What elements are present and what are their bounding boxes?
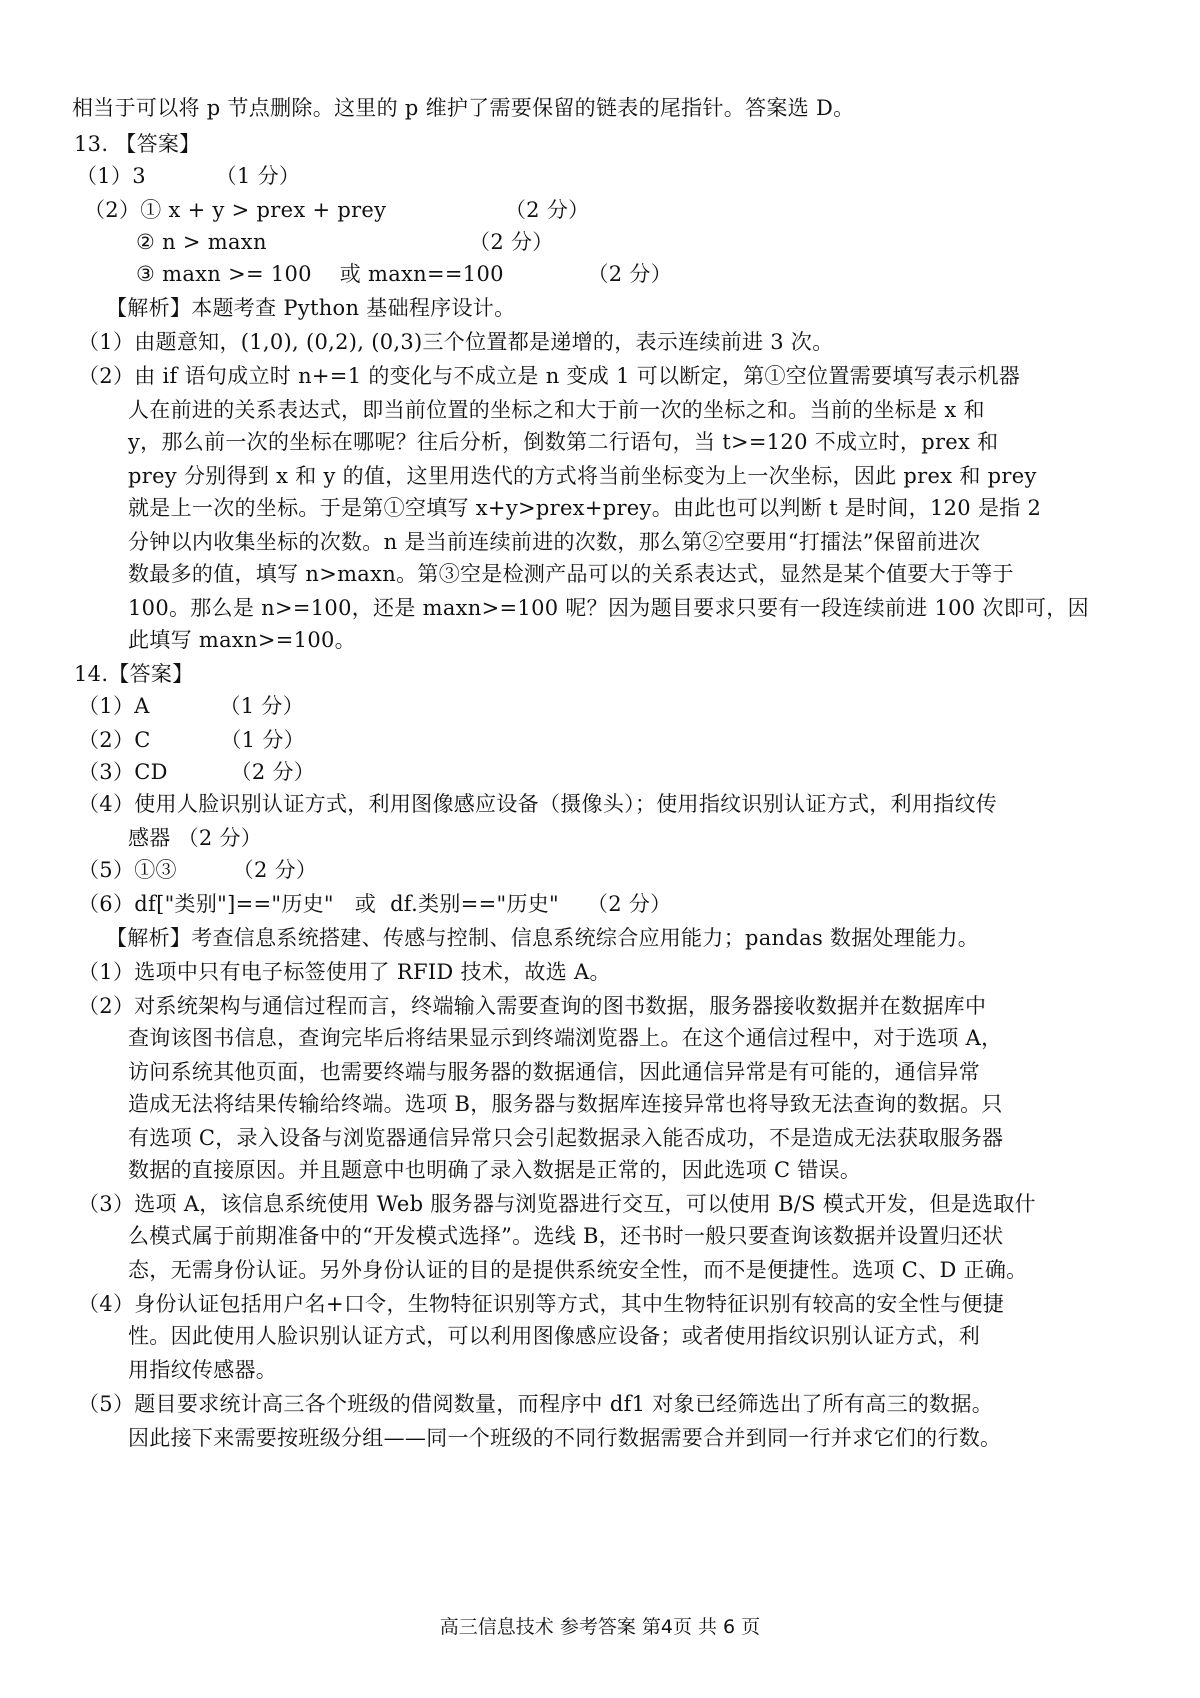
text-line: y，那么前一次的坐标在哪呢？往后分析，倒数第二行语句，当 t>=120 不成立时，prex 和 [128, 430, 999, 454]
text-line: 就是上一次的坐标。于是第①空填写 x+y>prex+prey。由此也可以判断 t 是时间，120 是指 2 [128, 496, 1042, 520]
answer-line: （5）①③ （2 分） [78, 858, 318, 882]
text-line: （2）由 if 语句成立时 n+=1 的变化与不成立是 n 变成 1 可以断定，第①空位置需要填写表示机器 [78, 364, 1021, 388]
text-line: 此填写 maxn>=100。 [128, 628, 356, 652]
answer-line: （1）A （1 分） [78, 694, 305, 718]
text-line: 因此接下来需要按班级分组——同一个班级的不同行数据需要合并到同一行并求它们的行数。 [128, 1426, 1002, 1450]
text-line: 相当于可以将 p 节点删除。这里的 p 维护了需要保留的链表的尾指针。答案选 D。 [72, 96, 855, 120]
text-line: 访问系统其他页面，也需要终端与服务器的数据通信，因此通信异常是有可能的，通信异常 [128, 1060, 980, 1084]
answer-line: 感器 （2 分） [128, 826, 263, 850]
text-line: 态，无需身份认证。另外身份认证的目的是提供系统安全性，而不是便捷性。选项 C、D 正确。 [128, 1258, 1028, 1282]
answer-line: （1）3 （1 分） [76, 164, 301, 188]
page-footer: 高三信息技术 参考答案 第4页 共 6 页 [439, 1616, 761, 1638]
analysis-heading: 【解析】考查信息系统搭建、传感与控制、信息系统综合应用能力；pandas 数据处理能力。 [106, 926, 980, 950]
text-line: （3）选项 A，该信息系统使用 Web 服务器与浏览器进行交互，可以使用 B/S 模式开发，但是选取什 [78, 1192, 1036, 1216]
text-line: （2）对系统架构与通信过程而言，终端输入需要查询的图书数据，服务器接收数据并在数据库中 [78, 994, 987, 1018]
text-line: 100。那么是 n>=100，还是 maxn>=100 呢？因为题目要求只要有一段连续前进 100 次即可，因 [128, 596, 1089, 620]
text-line: 么模式属于前期准备中的“开发模式选择”。选线 B，还书时一般只要查询该数据并设置归还状 [128, 1224, 1004, 1248]
text-line: 有选项 C，录入设备与浏览器通信异常只会引起数据录入能否成功，不是造成无法获取服务器 [128, 1126, 1004, 1150]
question-13-heading: 13. 【答案】 [74, 132, 201, 156]
answer-line: （2）C （1 分） [78, 728, 305, 752]
text-line: （1）由题意知，(1,0), (0,2), (0,3)三个位置都是递增的，表示连续前进 3 次。 [78, 330, 834, 354]
text-line: 造成无法将结果传输给终端。选项 B，服务器与数据库连接异常也将导致无法查询的数据。只 [128, 1092, 1003, 1116]
text-line: 性。因此使用人脸识别认证方式，可以利用图像感应设备；或者使用指纹识别认证方式，利 [128, 1324, 980, 1348]
text-line: 分钟以内收集坐标的次数。n 是当前连续前进的次数，那么第②空要用“打擂法”保留前进次 [128, 530, 981, 554]
answer-line: （3）CD （2 分） [78, 760, 316, 784]
text-line: （5）题目要求统计高三各个班级的借阅数量，而程序中 df1 对象已经筛选出了所有高三的数据。 [78, 1392, 994, 1416]
answer-line: （2）① x + y > prex + prey （2 分） [84, 198, 590, 222]
text-line: 人在前进的关系表达式，即当前位置的坐标之和大于前一次的坐标之和。当前的坐标是 x 和 [128, 398, 985, 422]
text-line: 数最多的值，填写 n>maxn。第③空是检测产品可以的关系表达式，显然是某个值要大于等于 [128, 562, 1014, 586]
text-line: prey 分别得到 x 和 y 的值，这里用迭代的方式将当前坐标变为上一次坐标，因此 prex 和 prey [128, 464, 1037, 488]
question-14-heading: 14.【答案】 [74, 662, 194, 686]
text-line: （4）身份认证包括用户名+口令，生物特征识别等方式，其中生物特征识别有较高的安全性与便捷 [78, 1292, 1005, 1316]
answer-line: ③ maxn >= 100 或 maxn==100 （2 分） [136, 262, 673, 286]
answer-line: （4）使用人脸识别认证方式，利用图像感应设备（摄像头）；使用指纹识别认证方式，利用指纹传 [78, 792, 998, 816]
analysis-heading: 【解析】本题考查 Python 基础程序设计。 [106, 296, 516, 320]
text-line: 查询该图书信息，查询完毕后将结果显示到终端浏览器上。在这个通信过程中，对于选项 A， [128, 1026, 1003, 1050]
text-line: 用指纹传感器。 [128, 1358, 278, 1382]
answer-line: ② n > maxn （2 分） [136, 230, 554, 254]
text-line: 数据的直接原因。并且题意中也明确了录入数据是正常的，因此选项 C 错误。 [128, 1158, 862, 1182]
answer-line: （6）df["类别"]=="历史" 或 df.类别=="历史" （2 分） [78, 892, 672, 916]
text-line: （1）选项中只有电子标签使用了 RFID 技术，故选 A。 [78, 960, 611, 984]
